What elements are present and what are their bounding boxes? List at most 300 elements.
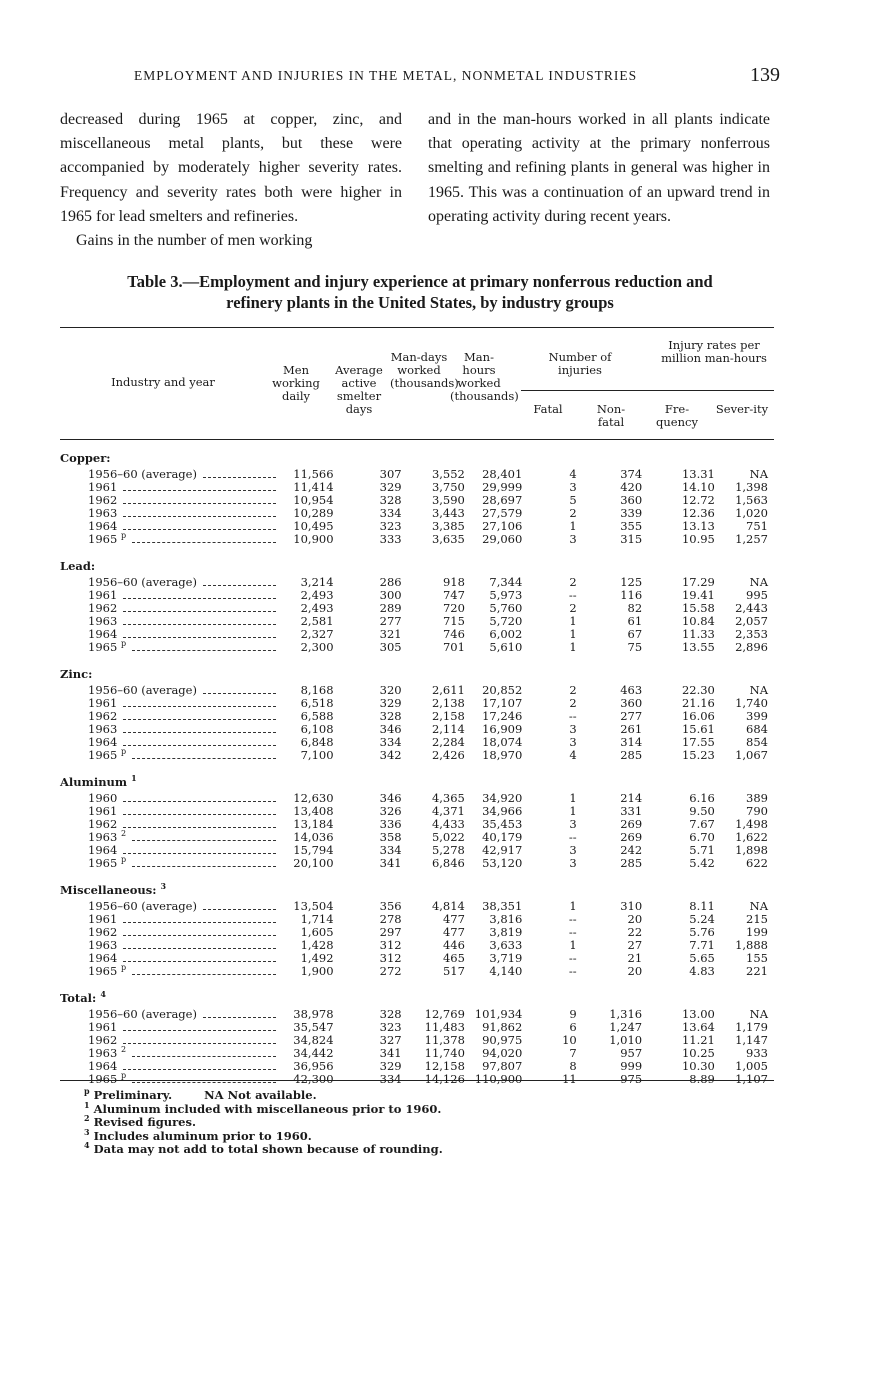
group-header-row xyxy=(60,880,774,900)
cell-freq: 5.24 xyxy=(689,912,715,926)
cell-man-days: 3,385 xyxy=(431,519,465,533)
cell-man-hours: 94,020 xyxy=(482,1046,523,1060)
cell-sev: 684 xyxy=(746,722,768,736)
table-row xyxy=(60,533,774,546)
cell-sev: NA xyxy=(749,899,768,913)
table-row xyxy=(60,520,774,533)
table-row xyxy=(60,589,774,602)
cell-sev: 389 xyxy=(746,791,768,805)
table-row xyxy=(60,900,774,913)
year-label: 1964 xyxy=(88,843,118,857)
leader-dots xyxy=(123,624,276,625)
cell-freq: 7.67 xyxy=(689,817,715,831)
footnote-text: Revised figures. xyxy=(93,1115,196,1130)
leader-dots xyxy=(123,706,276,707)
cell-freq: 14.10 xyxy=(681,480,715,494)
leader-dots xyxy=(123,827,276,828)
leader-dots xyxy=(132,542,276,543)
cell-days: 278 xyxy=(379,912,402,926)
footnote-mark: p xyxy=(120,531,127,541)
header-men-working: Men working daily xyxy=(272,363,320,403)
cell-fatal: 7 xyxy=(569,1046,577,1060)
cell-days: 328 xyxy=(379,709,402,723)
cell-fatal: -- xyxy=(568,951,577,965)
cell-man-days: 446 xyxy=(442,938,465,952)
cell-sev: 1,067 xyxy=(735,748,768,762)
cell-fatal: 3 xyxy=(569,532,577,546)
year-label: 1961 xyxy=(88,696,118,710)
cell-days: 305 xyxy=(379,640,402,654)
table-row xyxy=(60,1034,774,1047)
cell-fatal: 3 xyxy=(569,735,577,749)
cell-days: 286 xyxy=(379,575,402,589)
cell-sev: 2,353 xyxy=(735,627,768,641)
cell-freq: 13.00 xyxy=(681,1007,715,1021)
cell-man-hours: 35,453 xyxy=(482,817,523,831)
cell-nonfatal: 20 xyxy=(627,912,643,926)
table-row xyxy=(60,1060,774,1073)
cell-days: 307 xyxy=(379,467,402,481)
footnote-text: Data may not add to total shown because of rounding. xyxy=(93,1142,443,1157)
cell-fatal: -- xyxy=(568,588,577,602)
cell-fatal: 1 xyxy=(569,938,577,952)
year-label: 1961 xyxy=(88,804,118,818)
year-label: 1956–60 (average) xyxy=(88,683,197,697)
year-label: 1964 xyxy=(88,519,118,533)
cell-nonfatal: 285 xyxy=(620,748,643,762)
leader-dots xyxy=(123,961,276,962)
cell-sev: 1,147 xyxy=(735,1033,768,1047)
cell-man-days: 12,158 xyxy=(424,1059,465,1073)
year-label: 1965 $^p$ xyxy=(88,639,127,654)
leader-dots xyxy=(123,637,276,638)
cell-freq: 12.72 xyxy=(681,493,715,507)
cell-days: 297 xyxy=(379,925,402,939)
table-row xyxy=(60,965,774,978)
footnote-mark: p xyxy=(120,639,127,649)
cell-freq: 6.70 xyxy=(689,830,715,844)
cell-man-hours: 101,934 xyxy=(474,1007,523,1021)
cell-sev: 854 xyxy=(746,735,768,749)
leader-dots xyxy=(123,503,276,504)
cell-man-hours: 7,344 xyxy=(489,575,523,589)
table-row xyxy=(60,1008,774,1021)
cell-man-days: 720 xyxy=(442,601,465,615)
cell-sev: 1,740 xyxy=(735,696,768,710)
cell-days: 300 xyxy=(379,588,402,602)
data-table xyxy=(60,448,774,1086)
cell-days: 327 xyxy=(379,1033,402,1047)
cell-sev: 1,179 xyxy=(735,1020,768,1034)
cell-men: 38,978 xyxy=(293,1007,334,1021)
cell-men: 6,848 xyxy=(300,735,334,749)
group-label: Aluminum xyxy=(60,775,128,789)
leader-dots xyxy=(203,477,276,478)
cell-fatal: 1 xyxy=(569,640,577,654)
cell-days: 312 xyxy=(379,938,402,952)
cell-sev: 199 xyxy=(746,925,768,939)
cell-fatal: 3 xyxy=(569,722,577,736)
cell-man-hours: 5,720 xyxy=(489,614,523,628)
cell-sev: 1,257 xyxy=(735,532,768,546)
footnote-mark: 1 xyxy=(131,773,137,784)
cell-fatal: 5 xyxy=(569,493,577,507)
cell-men: 1,492 xyxy=(300,951,334,965)
cell-man-hours: 40,179 xyxy=(482,830,523,844)
footnote-mark: 3 xyxy=(84,1126,90,1137)
cell-freq: 7.71 xyxy=(689,938,715,952)
group-spacer xyxy=(60,978,774,988)
cell-nonfatal: 116 xyxy=(620,588,643,602)
cell-nonfatal: 242 xyxy=(620,843,643,857)
group-header-row xyxy=(60,664,774,684)
group-header-row xyxy=(60,448,774,468)
cell-nonfatal: 20 xyxy=(627,964,643,978)
cell-man-days: 747 xyxy=(442,588,465,602)
year-label: 1963 xyxy=(88,938,118,952)
cell-nonfatal: 75 xyxy=(627,640,643,654)
cell-fatal: 3 xyxy=(569,817,577,831)
table-row xyxy=(60,844,774,857)
cell-fatal: 2 xyxy=(569,601,577,615)
table-row xyxy=(60,710,774,723)
cell-man-hours: 42,917 xyxy=(482,843,523,857)
year-label: 1963 $^2$ xyxy=(88,829,127,844)
cell-days: 323 xyxy=(379,519,402,533)
cell-freq: 13.64 xyxy=(681,1020,715,1034)
table-row xyxy=(60,1047,774,1060)
cell-man-days: 746 xyxy=(442,627,465,641)
cell-sev: NA xyxy=(749,1007,768,1021)
cell-freq: 5.71 xyxy=(689,843,715,857)
cell-fatal: 3 xyxy=(569,843,577,857)
group-name xyxy=(60,556,774,576)
cell-men: 10,900 xyxy=(293,532,334,546)
cell-man-days: 14,126 xyxy=(424,1072,465,1086)
year-label: 1960 xyxy=(88,791,118,805)
cell-man-days: 918 xyxy=(442,575,465,589)
cell-nonfatal: 285 xyxy=(620,856,643,870)
cell-fatal: 1 xyxy=(569,519,577,533)
cell-men: 11,414 xyxy=(293,480,334,494)
cell-men: 3,214 xyxy=(300,575,334,589)
paragraph: decreased during 1965 at copper, zinc, and miscellaneous metal plants, but these were accompanied by moderately higher severity rates. Frequency and severity rates both were higher in 1965 for lead smelters and refineries. xyxy=(60,111,402,225)
cell-man-hours: 5,760 xyxy=(489,601,523,615)
cell-fatal: -- xyxy=(568,912,577,926)
cell-man-hours: 28,401 xyxy=(482,467,523,481)
year-label: 1965 $^p$ xyxy=(88,531,127,546)
cell-sev: 155 xyxy=(746,951,768,965)
cell-fatal: 9 xyxy=(569,1007,577,1021)
leader-dots xyxy=(132,974,276,975)
group-name xyxy=(60,772,774,792)
table-row xyxy=(60,602,774,615)
cell-fatal: 2 xyxy=(569,575,577,589)
row-label xyxy=(60,857,280,870)
cell-nonfatal: 214 xyxy=(620,791,643,805)
cell-days: 346 xyxy=(379,791,402,805)
table-row xyxy=(60,818,774,831)
cell-fatal: 2 xyxy=(569,683,577,697)
cell-nonfatal: 27 xyxy=(627,938,643,952)
cell-freq: 19.41 xyxy=(681,588,715,602)
cell-days: 277 xyxy=(379,614,402,628)
cell-days: 356 xyxy=(379,899,402,913)
year-label: 1965 $^p$ xyxy=(88,855,127,870)
cell-freq: 13.31 xyxy=(681,467,715,481)
year-label: 1964 xyxy=(88,627,118,641)
year-label: 1962 xyxy=(88,925,118,939)
year-label: 1962 xyxy=(88,493,118,507)
cell-sev: 751 xyxy=(746,519,768,533)
group-name xyxy=(60,880,774,900)
leader-dots xyxy=(123,814,276,815)
cell-sev: 1,005 xyxy=(735,1059,768,1073)
leader-dots xyxy=(123,529,276,530)
right-column xyxy=(428,108,770,229)
left-column xyxy=(60,108,402,253)
cell-man-days: 2,284 xyxy=(431,735,465,749)
cell-man-days: 4,365 xyxy=(431,791,465,805)
header-frequency: Fre-quency xyxy=(656,402,698,429)
cell-nonfatal: 957 xyxy=(620,1046,643,1060)
cell-nonfatal: 261 xyxy=(620,722,643,736)
cell-men: 14,036 xyxy=(293,830,334,844)
cell-sev: 1,888 xyxy=(735,938,768,952)
cell-sev: 1,020 xyxy=(735,506,768,520)
cell-sev: 1,398 xyxy=(735,480,768,494)
table-row xyxy=(60,805,774,818)
leader-dots xyxy=(123,1043,276,1044)
cell-man-hours: 4,140 xyxy=(489,964,523,978)
cell-nonfatal: 374 xyxy=(620,467,643,481)
leader-dots xyxy=(123,801,276,802)
cell-days: 358 xyxy=(379,830,402,844)
table-row xyxy=(60,507,774,520)
cell-freq: 8.11 xyxy=(689,899,715,913)
cell-man-days: 11,378 xyxy=(424,1033,465,1047)
year-label: 1962 xyxy=(88,709,118,723)
cell-nonfatal: 360 xyxy=(620,696,643,710)
cell-man-days: 477 xyxy=(442,925,465,939)
year-label: 1956–60 (average) xyxy=(88,1007,197,1021)
cell-men: 8,168 xyxy=(300,683,334,697)
cell-sev: 215 xyxy=(746,912,768,926)
year-label: 1962 xyxy=(88,817,118,831)
leader-dots xyxy=(123,853,276,854)
footnote-extra: NA Not available. xyxy=(204,1088,317,1102)
cell-nonfatal: 339 xyxy=(620,506,643,520)
footnote-mark: p xyxy=(120,747,127,757)
year-label: 1963 xyxy=(88,722,118,736)
cell-man-days: 517 xyxy=(442,964,465,978)
cell-man-days: 4,814 xyxy=(431,899,465,913)
cell-nonfatal: 125 xyxy=(620,575,643,589)
cell-men: 2,300 xyxy=(300,640,334,654)
cell-man-days: 11,483 xyxy=(424,1020,465,1034)
group-spacer xyxy=(60,870,774,880)
cell-freq: 11.21 xyxy=(681,1033,715,1047)
cell-man-hours: 27,579 xyxy=(482,506,523,520)
footnote xyxy=(84,1086,475,1103)
cell-men: 2,581 xyxy=(300,614,334,628)
cell-nonfatal: 355 xyxy=(620,519,643,533)
cell-days: 272 xyxy=(379,964,402,978)
cell-men: 20,100 xyxy=(293,856,334,870)
cell-sev: NA xyxy=(749,683,768,697)
cell-man-days: 3,552 xyxy=(431,467,465,481)
leader-dots xyxy=(132,866,276,867)
group-label: Lead: xyxy=(60,559,96,573)
cell-men: 1,605 xyxy=(300,925,334,939)
cell-fatal: 10 xyxy=(562,1033,577,1047)
cell-freq: 17.29 xyxy=(681,575,715,589)
header-bottom-rule xyxy=(60,439,774,440)
leader-dots xyxy=(123,1069,276,1070)
cell-freq: 5.42 xyxy=(689,856,715,870)
cell-fatal: 4 xyxy=(569,748,577,762)
cell-freq: 6.16 xyxy=(689,791,715,805)
table-title-line: refinery plants in the United States, by industry groups xyxy=(226,293,614,312)
cell-nonfatal: 360 xyxy=(620,493,643,507)
cell-men: 13,408 xyxy=(293,804,334,818)
group-name xyxy=(60,448,774,468)
leader-dots xyxy=(132,1056,276,1057)
header-injury-rates: Injury rates per million man-hours xyxy=(661,338,767,365)
cell-man-days: 465 xyxy=(442,951,465,965)
footnote-mark: 3 xyxy=(160,881,167,892)
table-row xyxy=(60,736,774,749)
cell-freq: 9.50 xyxy=(689,804,715,818)
cell-freq: 4.83 xyxy=(689,964,715,978)
cell-men: 1,900 xyxy=(300,964,334,978)
leader-dots xyxy=(132,758,276,759)
footnote-mark: 4 xyxy=(100,989,106,1000)
cell-man-days: 5,022 xyxy=(431,830,465,844)
running-head xyxy=(60,64,780,88)
cell-freq: 13.13 xyxy=(681,519,715,533)
cell-fatal: 6 xyxy=(569,1020,577,1034)
cell-man-hours: 16,909 xyxy=(482,722,523,736)
cell-sev: 790 xyxy=(746,804,768,818)
cell-fatal: -- xyxy=(568,925,577,939)
page-number: 139 xyxy=(750,64,780,86)
cell-sev: 1,107 xyxy=(735,1072,768,1086)
cell-man-hours: 97,807 xyxy=(482,1059,523,1073)
year-label: 1964 xyxy=(88,1059,118,1073)
cell-days: 328 xyxy=(379,1007,402,1021)
cell-sev: 1,622 xyxy=(735,830,768,844)
header-average-days: Average active smelter days xyxy=(335,363,383,416)
leader-dots xyxy=(123,719,276,720)
table-row xyxy=(60,697,774,710)
cell-men: 6,588 xyxy=(300,709,334,723)
cell-fatal: 8 xyxy=(569,1059,577,1073)
table-row xyxy=(60,468,774,481)
table-body xyxy=(60,448,774,1086)
leader-dots xyxy=(132,650,276,651)
cell-men: 13,184 xyxy=(293,817,334,831)
cell-freq: 17.55 xyxy=(681,735,715,749)
cell-fatal: -- xyxy=(568,964,577,978)
group-header-row xyxy=(60,988,774,1008)
cell-fatal: 11 xyxy=(562,1072,577,1086)
cell-days: 321 xyxy=(379,627,402,641)
leader-dots xyxy=(123,922,276,923)
cell-man-hours: 90,975 xyxy=(482,1033,523,1047)
cell-fatal: 2 xyxy=(569,506,577,520)
header-fatal: Fatal xyxy=(533,402,563,416)
cell-man-hours: 6,002 xyxy=(489,627,523,641)
cell-freq: 8.89 xyxy=(689,1072,715,1086)
cell-nonfatal: 999 xyxy=(620,1059,643,1073)
table-title xyxy=(60,271,780,313)
table-row xyxy=(60,615,774,628)
cell-men: 6,108 xyxy=(300,722,334,736)
footnotes xyxy=(84,1086,475,1157)
table-row xyxy=(60,628,774,641)
cell-nonfatal: 420 xyxy=(620,480,643,494)
cell-nonfatal: 82 xyxy=(627,601,643,615)
header-severity: Sever-ity xyxy=(715,402,769,416)
cell-man-days: 4,371 xyxy=(431,804,465,818)
year-label: 1964 xyxy=(88,951,118,965)
cell-fatal: 2 xyxy=(569,696,577,710)
cell-sev: 399 xyxy=(746,709,768,723)
cell-days: 329 xyxy=(379,696,402,710)
group-spacer xyxy=(60,546,774,556)
table-row xyxy=(60,952,774,965)
leader-dots xyxy=(123,935,276,936)
cell-freq: 10.84 xyxy=(681,614,715,628)
header-nonfatal: Non-fatal xyxy=(596,402,626,429)
year-label: 1964 xyxy=(88,735,118,749)
cell-man-hours: 3,819 xyxy=(489,925,523,939)
cell-man-days: 3,635 xyxy=(431,532,465,546)
cell-man-days: 477 xyxy=(442,912,465,926)
leader-dots xyxy=(203,585,276,586)
leader-dots xyxy=(123,948,276,949)
leader-dots xyxy=(203,909,276,910)
cell-nonfatal: 277 xyxy=(620,709,643,723)
cell-nonfatal: 463 xyxy=(620,683,643,697)
cell-men: 36,956 xyxy=(293,1059,334,1073)
cell-men: 12,630 xyxy=(293,791,334,805)
cell-man-hours: 28,697 xyxy=(482,493,523,507)
cell-fatal: 1 xyxy=(569,899,577,913)
cell-men: 7,100 xyxy=(300,748,334,762)
cell-days: 336 xyxy=(379,817,402,831)
cell-sev: 1,498 xyxy=(735,817,768,831)
table-row xyxy=(60,939,774,952)
cell-men: 10,289 xyxy=(293,506,334,520)
leader-dots xyxy=(123,611,276,612)
cell-man-days: 3,590 xyxy=(431,493,465,507)
table-row xyxy=(60,792,774,805)
cell-fatal: -- xyxy=(568,830,577,844)
cell-freq: 5.65 xyxy=(689,951,715,965)
cell-nonfatal: 269 xyxy=(620,817,643,831)
cell-man-hours: 34,966 xyxy=(482,804,523,818)
cell-days: 334 xyxy=(379,506,402,520)
group-name xyxy=(60,988,774,1008)
cell-men: 42,300 xyxy=(293,1072,334,1086)
cell-freq: 21.16 xyxy=(681,696,715,710)
cell-days: 334 xyxy=(379,843,402,857)
cell-fatal: 1 xyxy=(569,614,577,628)
cell-man-days: 2,611 xyxy=(431,683,465,697)
cell-nonfatal: 331 xyxy=(620,804,643,818)
